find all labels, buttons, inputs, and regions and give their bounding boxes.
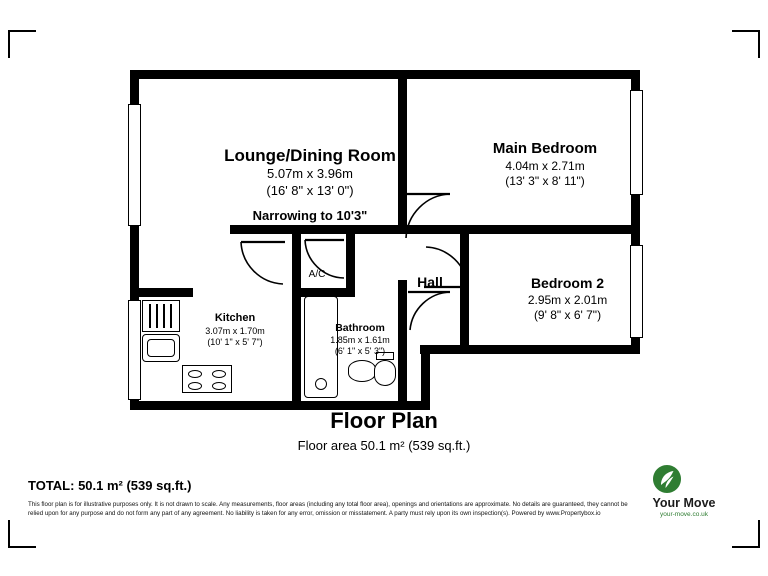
room-label-main-bedroom (440, 140, 650, 189)
room-metric-kitchen: 3.07m x 1.70m (205, 325, 265, 336)
wall-exterior-bottom-right (472, 345, 640, 354)
floor-area-subtitle: Floor area 50.1 m² (539 sq.ft.) (297, 438, 471, 453)
room-label-hall: Hall (417, 274, 443, 290)
room-note-lounge: Narrowing to 10'3" (252, 207, 368, 223)
room-metric-bedroom-2: 2.95m x 2.01m (527, 292, 608, 307)
crop-mark-top-right (732, 30, 760, 58)
crop-mark-top-left (8, 30, 36, 58)
crop-mark-bottom-left (8, 520, 36, 548)
bathtub-drain (315, 378, 327, 390)
floorplan-drawing (120, 60, 650, 420)
kitchen-counter-line-1 (149, 304, 151, 328)
room-imperial-bathroom: (6' 1" x 5' 3") (334, 346, 386, 357)
room-metric-lounge: 5.07m x 3.96m (267, 166, 353, 182)
wall-interior-bedroom-divider (460, 225, 640, 234)
brand-url: your-move.co.uk (659, 511, 709, 518)
room-label-lounge (180, 145, 440, 224)
room-name-kitchen: Kitchen (214, 312, 256, 324)
wash-basin (348, 360, 376, 382)
toilet-bowl (374, 360, 396, 386)
room-metric-main-bedroom: 4.04m x 2.71m (505, 158, 585, 173)
kitchen-sink-basin (147, 339, 175, 357)
hob-burner-3 (188, 382, 202, 390)
wall-interior-lounge-jamb (184, 288, 193, 297)
room-name-bedroom-2: Bedroom 2 (530, 275, 605, 291)
hob-burner-1 (188, 370, 202, 378)
room-name-lounge: Lounge/Dining Room (224, 146, 396, 165)
window-kitchen-left (128, 300, 141, 400)
crop-mark-bottom-right (732, 520, 760, 548)
door-bathroom (406, 288, 454, 332)
room-metric-bathroom: 1.85m x 1.61m (330, 335, 390, 346)
room-name-bathroom: Bathroom (335, 322, 385, 334)
wall-interior-lounge-bottom-left (130, 288, 190, 297)
room-imperial-main-bedroom: (13' 3" x 8' 11") (505, 173, 585, 188)
kitchen-counter-line-3 (163, 304, 165, 328)
window-lounge-left (128, 104, 141, 226)
room-label-kitchen (175, 312, 295, 348)
kitchen-counter-line-2 (156, 304, 158, 328)
your-move-leaf-icon (652, 464, 682, 494)
hob-burner-2 (212, 370, 226, 378)
room-label-airing-cupboard: A/C (308, 269, 326, 280)
disclaimer-text: This floor plan is for illustrative purposes only. It is not drawn to scale. Any measurements, floor areas (including any total floor area), openings and orientations are approximate. No details are guaranteed, they cannot be relied upon for any purpose and do not form any part of any agreement. No liability is taken for any error, omission or misstatement. A party must rely upon its own inspection(s). Powered by www.Propertybox.io (28, 501, 628, 518)
room-imperial-lounge: (16' 8" x 13' 0") (266, 182, 354, 198)
room-name-main-bedroom: Main Bedroom (492, 140, 598, 157)
brand-name: Your Move (652, 496, 716, 510)
wall-exterior-top (130, 70, 640, 79)
room-imperial-bedroom-2: (9' 8" x 6' 7") (533, 307, 602, 322)
room-label-bathroom (310, 322, 410, 358)
page-title: Floor Plan (330, 408, 438, 433)
total-area-label: TOTAL: 50.1 m² (539 sq.ft.) (28, 478, 192, 493)
room-imperial-kitchen: (10' 1" x 5' 7") (207, 337, 263, 347)
wall-interior-lounge-bottom (230, 225, 407, 234)
wall-exterior-bottom-step (421, 345, 430, 410)
room-label-bedroom-2 (475, 275, 660, 323)
kitchen-counter-line-4 (170, 304, 172, 328)
hob-burner-4 (212, 382, 226, 390)
door-kitchen (237, 238, 289, 286)
